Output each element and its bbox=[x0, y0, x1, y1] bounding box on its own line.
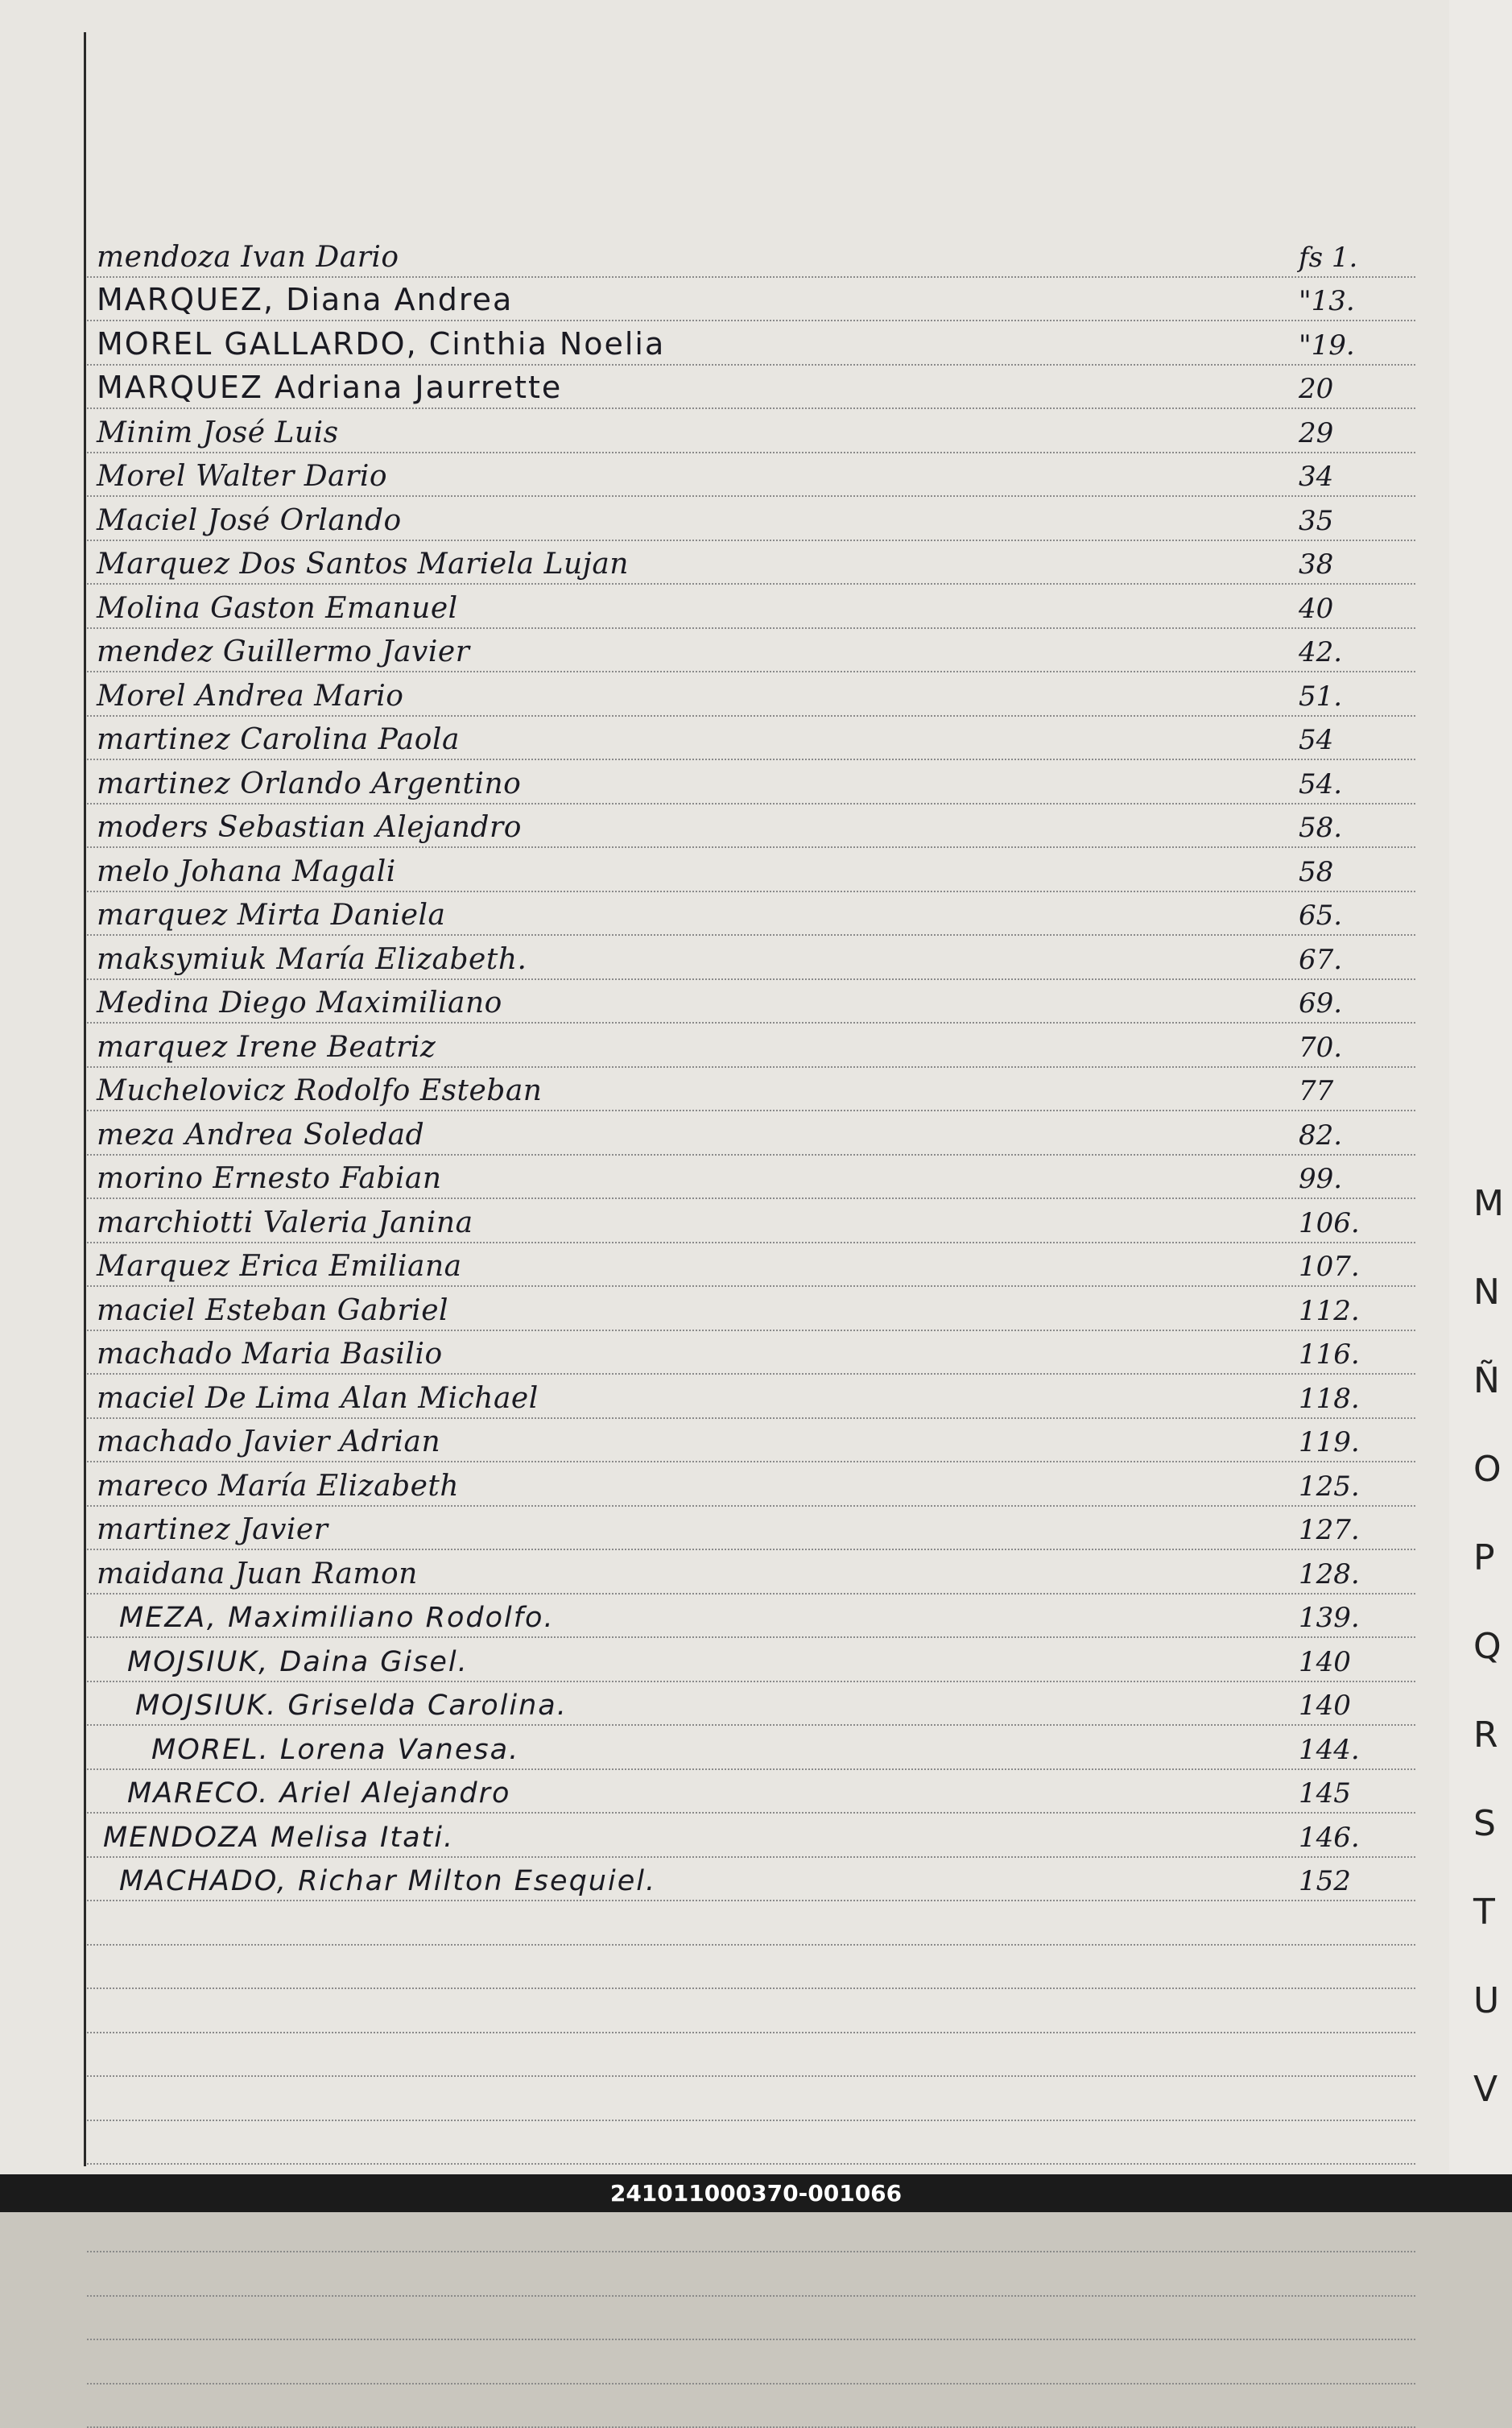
ledger-row bbox=[87, 1814, 1415, 1858]
entry-folio: 152 bbox=[1299, 1865, 1351, 1897]
ledger-row bbox=[87, 1858, 1415, 1902]
ledger-row bbox=[87, 541, 1415, 585]
ledger-row bbox=[87, 1507, 1415, 1551]
ledger-row bbox=[87, 717, 1415, 761]
entry-folio: 58. bbox=[1299, 812, 1342, 844]
entry-folio: 69. bbox=[1299, 987, 1342, 1020]
blank-ledger-row bbox=[87, 2077, 1415, 2121]
entry-name: MOREL. Lorena Vanesa. bbox=[151, 1734, 519, 1766]
alphabet-index-tabs bbox=[1473, 1160, 1512, 2134]
entry-folio: 128. bbox=[1299, 1558, 1360, 1590]
entry-name: melo Johana Magali bbox=[97, 855, 396, 888]
entry-folio: 116. bbox=[1299, 1338, 1360, 1371]
entry-folio: 34 bbox=[1299, 461, 1333, 493]
entry-name: MARECO. Ariel Alejandro bbox=[127, 1777, 510, 1810]
ledger-row bbox=[87, 892, 1415, 937]
ledger-row bbox=[87, 366, 1415, 410]
blank-ledger-row bbox=[87, 1989, 1415, 2033]
entry-name: meza Andrea Soledad bbox=[97, 1119, 424, 1152]
entry-name: MEZA, Maximiliano Rodolfo. bbox=[119, 1602, 555, 1634]
ledger-row bbox=[87, 936, 1415, 980]
blank-ledger-row bbox=[87, 2033, 1415, 2078]
entry-folio: 40 bbox=[1299, 593, 1333, 625]
ledger-row bbox=[87, 234, 1415, 278]
index-tab-letter[interactable]: S bbox=[1473, 1780, 1512, 1868]
ledger-row bbox=[87, 585, 1415, 629]
ledger-row bbox=[87, 1770, 1415, 1814]
ledger-row bbox=[87, 1024, 1415, 1068]
entry-folio: 140 bbox=[1299, 1690, 1351, 1722]
entry-name: Morel Andrea Mario bbox=[97, 680, 403, 713]
entry-name: maciel Esteban Gabriel bbox=[97, 1294, 448, 1327]
index-tab-letter[interactable]: O bbox=[1473, 1425, 1512, 1514]
entry-name: martinez Javier bbox=[97, 1513, 328, 1546]
entry-folio: 107. bbox=[1299, 1251, 1360, 1283]
index-tab-letter[interactable]: V bbox=[1473, 2045, 1512, 2134]
index-tab-letter[interactable]: M bbox=[1473, 1160, 1512, 1248]
entry-name: martinez Carolina Paola bbox=[97, 723, 460, 756]
index-tab-letter[interactable]: Q bbox=[1473, 1603, 1512, 1691]
ledger-row bbox=[87, 805, 1415, 849]
ledger-row bbox=[87, 1462, 1415, 1507]
entry-name: maksymiuk María Elizabeth. bbox=[97, 943, 527, 976]
entry-name: Muchelovicz Rodolfo Esteban bbox=[97, 1074, 542, 1107]
ledger-row bbox=[87, 1111, 1415, 1156]
entry-name: machado Javier Adrian bbox=[97, 1425, 440, 1458]
index-tab-letter[interactable]: N bbox=[1473, 1248, 1512, 1337]
ledger-row bbox=[87, 1068, 1415, 1112]
index-tab-letter[interactable]: T bbox=[1473, 1868, 1512, 1957]
entry-name: Molina Gaston Emanuel bbox=[97, 592, 458, 625]
entry-name: MOREL GALLARDO, Cinthia Noelia bbox=[97, 326, 665, 362]
entry-folio: 65. bbox=[1299, 900, 1342, 932]
entry-name: MOJSIUK. Griselda Carolina. bbox=[135, 1690, 568, 1722]
entry-name: maidana Juan Ramon bbox=[97, 1557, 418, 1590]
index-tab-letter[interactable]: U bbox=[1473, 1957, 1512, 2045]
entry-name: mendez Guillermo Javier bbox=[97, 635, 469, 668]
index-tab-letter[interactable]: Ñ bbox=[1473, 1337, 1512, 1425]
ledger-row bbox=[87, 1726, 1415, 1770]
entry-folio: 119. bbox=[1299, 1426, 1360, 1458]
entry-folio: "13. bbox=[1299, 285, 1355, 317]
entry-folio: 54 bbox=[1299, 724, 1333, 756]
document-id-bar bbox=[0, 2174, 1512, 2212]
entry-name: MENDOZA Melisa Itati. bbox=[103, 1822, 454, 1854]
entry-name: mareco María Elizabeth bbox=[97, 1470, 459, 1503]
entry-folio: 51. bbox=[1299, 680, 1342, 713]
blank-ledger-row bbox=[87, 1946, 1415, 1990]
ledger-row bbox=[87, 1550, 1415, 1595]
document-id: 241011000370-001066 bbox=[610, 2180, 902, 2207]
entry-name: Maciel José Orlando bbox=[97, 504, 402, 537]
entry-name: marquez Mirta Daniela bbox=[97, 899, 446, 932]
entry-name: MARQUEZ, Diana Andrea bbox=[97, 282, 513, 317]
ledger-row bbox=[87, 1375, 1415, 1419]
ledger-row bbox=[87, 980, 1415, 1024]
blank-ledger-row bbox=[87, 2340, 1415, 2385]
ledger-row bbox=[87, 1156, 1415, 1200]
entry-folio: 70. bbox=[1299, 1032, 1342, 1064]
entry-folio: 140 bbox=[1299, 1646, 1351, 1678]
entry-name: Medina Diego Maximiliano bbox=[97, 987, 502, 1020]
ledger-row bbox=[87, 1199, 1415, 1243]
entry-folio: 67. bbox=[1299, 944, 1342, 976]
entry-name: moders Sebastian Alejandro bbox=[97, 811, 522, 844]
ledger-row bbox=[87, 1331, 1415, 1375]
entry-folio: "19. bbox=[1299, 329, 1355, 362]
ledger-index-list bbox=[87, 234, 1415, 2428]
entry-folio: 145 bbox=[1299, 1777, 1351, 1810]
ledger-row bbox=[87, 1682, 1415, 1727]
blank-ledger-row bbox=[87, 2209, 1415, 2253]
ledger-row bbox=[87, 672, 1415, 717]
ledger-row bbox=[87, 321, 1415, 366]
ledger-row bbox=[87, 848, 1415, 892]
entry-folio: 82. bbox=[1299, 1119, 1342, 1152]
entry-folio: 144. bbox=[1299, 1734, 1360, 1766]
entry-folio: 139. bbox=[1299, 1602, 1360, 1634]
ledger-row bbox=[87, 629, 1415, 673]
entry-folio: 35 bbox=[1299, 505, 1333, 537]
ledger-row bbox=[87, 1419, 1415, 1463]
entry-name: machado Maria Basilio bbox=[97, 1338, 443, 1371]
entry-name: marchiotti Valeria Janina bbox=[97, 1206, 473, 1239]
entry-name: martinez Orlando Argentino bbox=[97, 767, 521, 800]
entry-folio: 112. bbox=[1299, 1295, 1360, 1327]
entry-folio: 118. bbox=[1299, 1383, 1360, 1415]
ledger-row bbox=[87, 760, 1415, 805]
entry-name: morino Ernesto Fabian bbox=[97, 1162, 442, 1195]
blank-ledger-row bbox=[87, 2252, 1415, 2297]
blank-ledger-row bbox=[87, 2121, 1415, 2165]
entry-folio: 54. bbox=[1299, 768, 1342, 800]
entry-folio: 106. bbox=[1299, 1207, 1360, 1239]
entry-folio: 77 bbox=[1299, 1075, 1333, 1107]
entry-folio: 146. bbox=[1299, 1822, 1360, 1854]
ledger-row bbox=[87, 409, 1415, 453]
entry-name: Minim José Luis bbox=[97, 416, 339, 449]
entry-name: MACHADO, Richar Milton Esequiel. bbox=[119, 1865, 656, 1897]
entry-folio: 29 bbox=[1299, 417, 1333, 449]
entry-name: Marquez Erica Emiliana bbox=[97, 1250, 462, 1283]
entry-folio: 38 bbox=[1299, 548, 1333, 581]
blank-ledger-row bbox=[87, 2385, 1415, 2428]
entry-name: MARQUEZ Adriana Jaurrette bbox=[97, 370, 562, 405]
entry-folio: fs 1. bbox=[1299, 242, 1357, 274]
entry-folio: 127. bbox=[1299, 1514, 1360, 1546]
blank-ledger-row bbox=[87, 1901, 1415, 1946]
ledger-row bbox=[87, 1638, 1415, 1682]
entry-name: mendoza Ivan Dario bbox=[97, 241, 399, 274]
ledger-row bbox=[87, 1243, 1415, 1288]
entry-name: marquez Irene Beatriz bbox=[97, 1031, 436, 1064]
entry-folio: 42. bbox=[1299, 636, 1342, 668]
index-tab-letter[interactable]: R bbox=[1473, 1691, 1512, 1780]
ledger-row bbox=[87, 497, 1415, 541]
entry-name: Marquez Dos Santos Mariela Lujan bbox=[97, 548, 629, 581]
ledger-row bbox=[87, 453, 1415, 498]
entry-folio: 58 bbox=[1299, 856, 1333, 888]
entry-folio: 125. bbox=[1299, 1470, 1360, 1503]
entry-folio: 99. bbox=[1299, 1163, 1342, 1195]
ledger-row bbox=[87, 278, 1415, 322]
ledger-row bbox=[87, 1287, 1415, 1331]
index-tab-letter[interactable]: P bbox=[1473, 1514, 1512, 1603]
entry-name: MOJSIUK, Daina Gisel. bbox=[127, 1646, 469, 1678]
entry-folio: 20 bbox=[1299, 373, 1333, 405]
entry-name: Morel Walter Dario bbox=[97, 460, 387, 493]
entry-name: maciel De Lima Alan Michael bbox=[97, 1382, 539, 1415]
blank-ledger-row bbox=[87, 2297, 1415, 2341]
margin-rule bbox=[84, 32, 86, 2166]
ledger-row bbox=[87, 1595, 1415, 1639]
